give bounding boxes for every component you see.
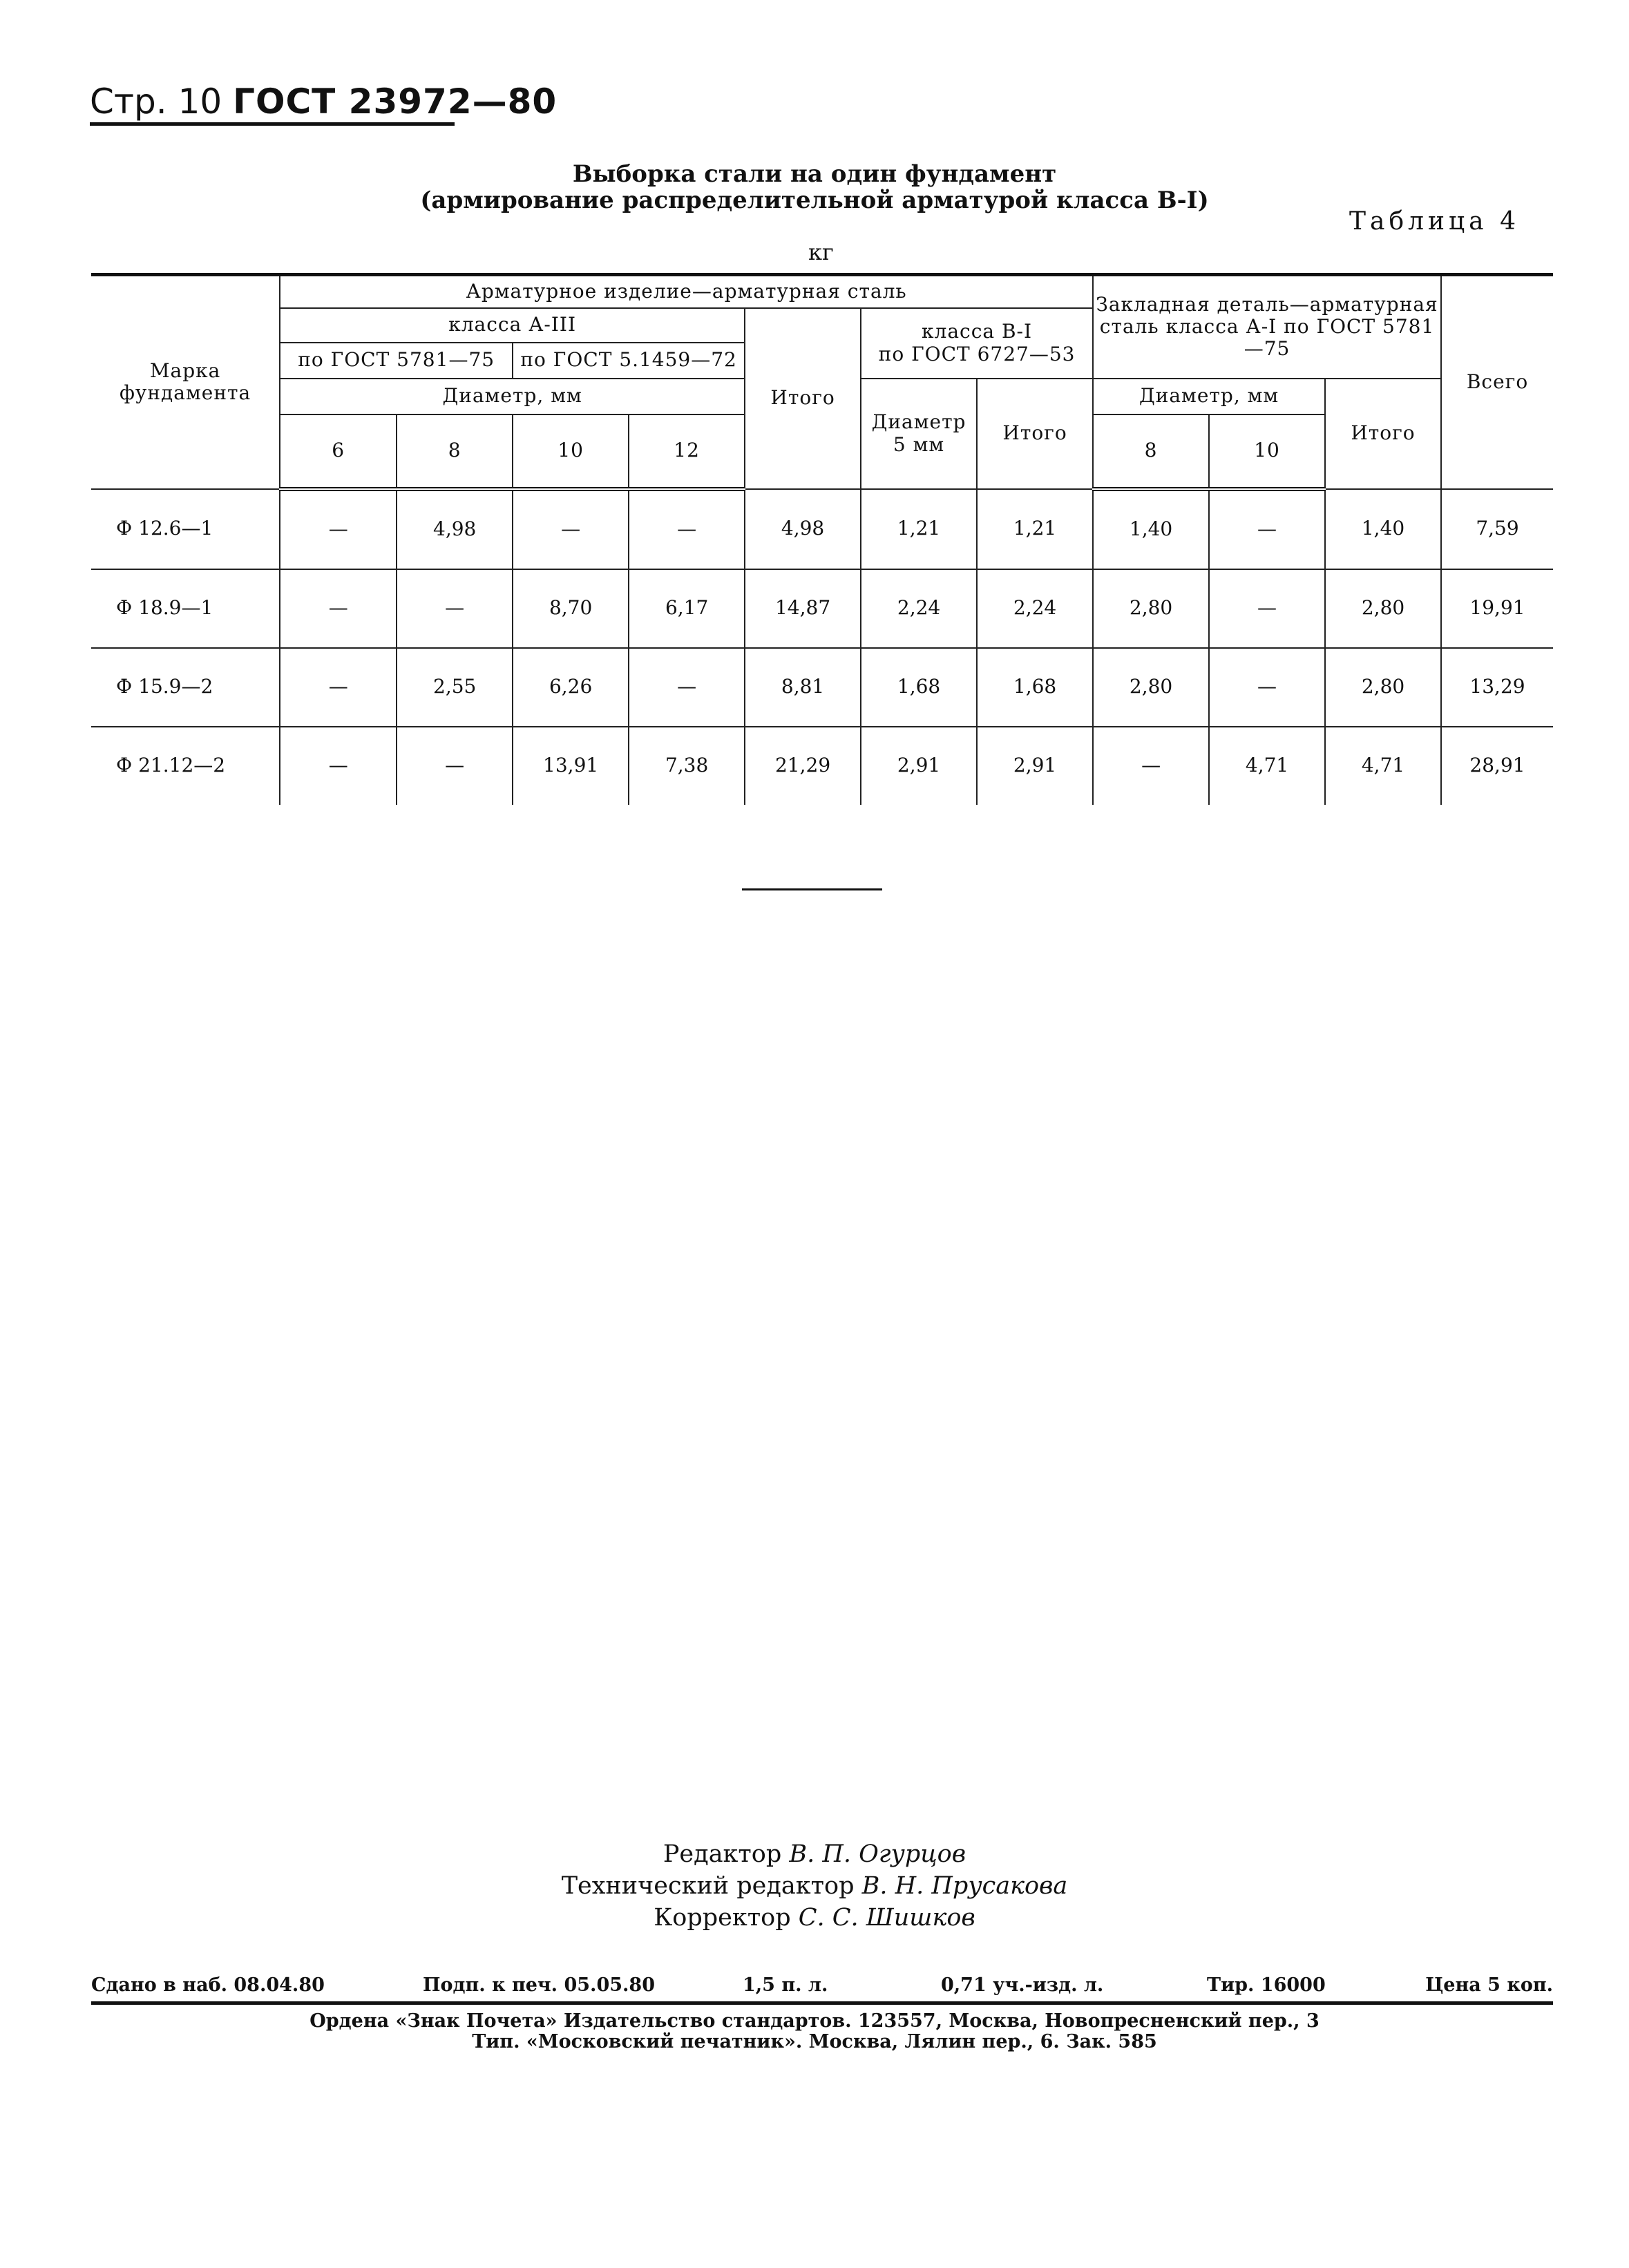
row-cell: 4,98 (397, 489, 513, 569)
header-a1-d10: 10 (1209, 414, 1325, 489)
row-cell: 1,68 (861, 648, 977, 727)
table-title: Выборка стали на один фундамент (572, 160, 1057, 188)
row-cell: 8,70 (513, 569, 629, 648)
row-cell: 2,80 (1325, 648, 1441, 727)
editor-name: В. П. Огурцов (789, 1840, 966, 1868)
imprint-submitted: Сдано в наб. 08.04.80 (91, 1974, 325, 1996)
row-cell: 2,24 (977, 569, 1093, 648)
header-class-b1 (861, 308, 1093, 379)
header-d6: 6 (280, 414, 397, 489)
header-class-a3: класса А-III (280, 308, 745, 343)
row-cell: 2,91 (861, 727, 977, 805)
header-armature-group: Арматурное изделие—арматурная сталь (280, 275, 1093, 308)
header-itogo-b1: Итого (977, 379, 1093, 489)
header-diameter-a3: Диаметр, мм (280, 379, 745, 414)
row-cell: 2,24 (861, 569, 977, 648)
imprint-price: Цена 5 коп. (1425, 1974, 1553, 1996)
row-cell: 19,91 (1441, 569, 1553, 648)
row-cell: 6,26 (513, 648, 629, 727)
row-cell: 8,81 (745, 648, 861, 727)
row-cell: — (280, 489, 397, 569)
header-gost-5-1459: по ГОСТ 5.1459—72 (513, 343, 745, 379)
row-cell: 4,71 (1325, 727, 1441, 805)
row-cell: 21,29 (745, 727, 861, 805)
header-total: Всего (1441, 275, 1553, 489)
row-cell: 1,21 (977, 489, 1093, 569)
standard-number: ГОСТ 23972—80 (233, 82, 558, 122)
header-gost-5781: по ГОСТ 5781—75 (280, 343, 513, 379)
row-cell: 6,17 (629, 569, 745, 648)
header-embedded-group: Закладная деталь—арматурная сталь класса А-I по ГОСТ 5781—75 (1093, 275, 1441, 379)
row-cell: — (1209, 648, 1325, 727)
credit-editor (0, 1840, 1629, 1868)
row-cell: 1,21 (861, 489, 977, 569)
credit-corrector (0, 1904, 1629, 1932)
tech-editor-role: Технический редактор (561, 1872, 855, 1900)
row-cell: 2,55 (397, 648, 513, 727)
unit-label: кг (808, 239, 834, 265)
page-number: Стр. 10 (90, 82, 222, 122)
row-mark: Ф 12.6—1 (91, 489, 280, 569)
corrector-name: С. С. Шишков (798, 1904, 975, 1932)
row-cell: 2,80 (1325, 569, 1441, 648)
header-a1-d8: 8 (1093, 414, 1209, 489)
row-cell: 1,40 (1325, 489, 1441, 569)
header-d10: 10 (513, 414, 629, 489)
row-cell: 7,38 (629, 727, 745, 805)
header-itogo-a3: Итого (745, 308, 861, 489)
five-mm-label: 5 мм (893, 432, 945, 456)
row-cell: — (513, 489, 629, 569)
row-cell: — (629, 489, 745, 569)
imprint-sheets: 1,5 п. л. (743, 1974, 828, 1996)
header-diameter-5mm (861, 379, 977, 489)
row-cell: 7,59 (1441, 489, 1553, 569)
page-header (90, 82, 557, 122)
table-row (91, 569, 1553, 648)
row-cell: 1,68 (977, 648, 1093, 727)
table-row (91, 727, 1553, 805)
row-cell: 1,40 (1093, 489, 1209, 569)
row-cell: — (1093, 727, 1209, 805)
row-mark: Ф 18.9—1 (91, 569, 280, 648)
row-cell: — (280, 648, 397, 727)
header-itogo-a1: Итого (1325, 379, 1441, 489)
diameter-label: Диаметр (871, 410, 966, 434)
table-subtitle: (армирование распределительной арматурой класса В-I) (420, 187, 1209, 214)
row-mark: Ф 21.12—2 (91, 727, 280, 805)
imprint-rule (91, 2001, 1553, 2005)
credit-tech-editor (0, 1872, 1629, 1900)
end-separator (742, 888, 882, 890)
printer-line: Тип. «Московский печатник». Москва, Лялин пер., 6. Зак. 585 (472, 2031, 1157, 2052)
row-cell: — (629, 648, 745, 727)
class-b1-label: класса В-I (922, 320, 1033, 343)
editor-role: Редактор (663, 1840, 782, 1868)
row-cell: — (280, 727, 397, 805)
publisher-line: Ордена «Знак Почета» Издательство стандартов. 123557, Москва, Новопресненский пер., 3 (309, 2010, 1320, 2032)
row-cell: — (1209, 489, 1325, 569)
row-cell: 4,71 (1209, 727, 1325, 805)
row-cell: — (397, 569, 513, 648)
header-d12: 12 (629, 414, 745, 489)
row-mark: Ф 15.9—2 (91, 648, 280, 727)
row-cell: — (280, 569, 397, 648)
row-cell: 2,80 (1093, 648, 1209, 727)
header-underline (90, 122, 455, 126)
imprint-print-run: Тир. 16000 (1207, 1974, 1326, 1996)
header-mark: Марка фундамента (91, 275, 280, 489)
imprint-signed: Подп. к печ. 05.05.80 (423, 1974, 655, 1996)
row-cell: 2,80 (1093, 569, 1209, 648)
imprint-pub-sheets: 0,71 уч.-изд. л. (941, 1974, 1104, 1996)
row-cell: — (1209, 569, 1325, 648)
header-d8: 8 (397, 414, 513, 489)
row-cell: 13,29 (1441, 648, 1553, 727)
table-row (91, 648, 1553, 727)
header-diameter-a1: Диаметр, мм (1093, 379, 1325, 414)
row-cell: — (397, 727, 513, 805)
gost-6727-label: по ГОСТ 6727—53 (878, 342, 1076, 365)
row-cell: 14,87 (745, 569, 861, 648)
tech-editor-name: В. Н. Прусакова (861, 1872, 1068, 1900)
row-cell: 28,91 (1441, 727, 1553, 805)
row-cell: 2,91 (977, 727, 1093, 805)
steel-selection-table (91, 273, 1553, 805)
table-row (91, 489, 1553, 569)
corrector-role: Корректор (654, 1904, 791, 1932)
table-body (91, 489, 1553, 805)
row-cell: 13,91 (513, 727, 629, 805)
row-cell: 4,98 (745, 489, 861, 569)
table-number-label: Таблица 4 (1349, 207, 1520, 236)
